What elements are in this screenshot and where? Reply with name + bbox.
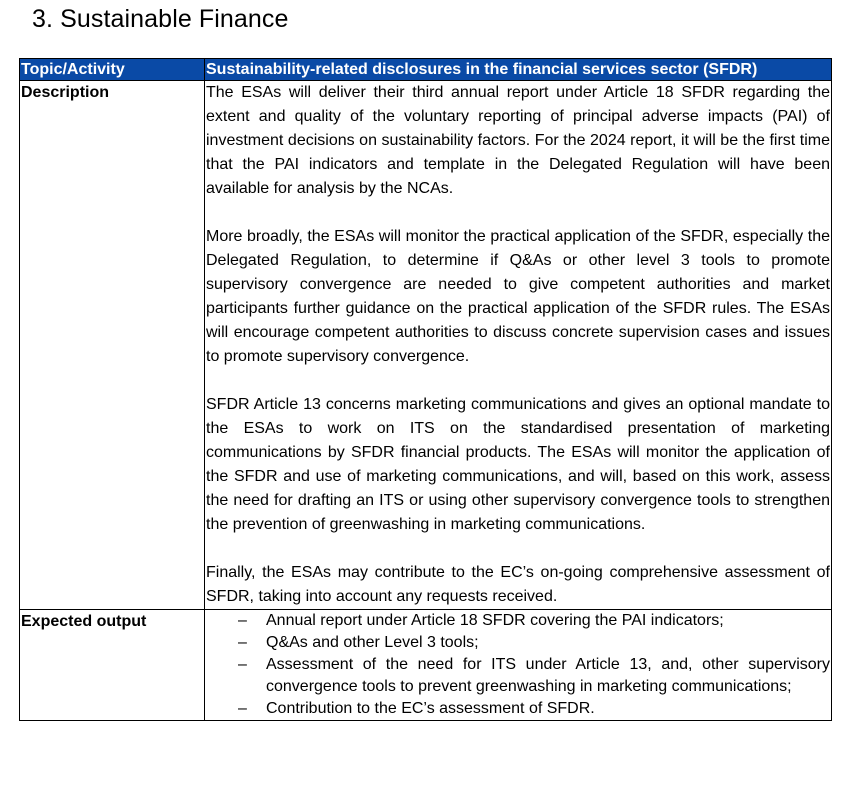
description-paragraph-assessment: Finally, the ESAs may contribute to the EC’s on-going comprehensive assessment of SFDR, taking into account any requests received. <box>206 564 830 605</box>
dash-bullet: – <box>238 700 247 717</box>
expected-output-label: Expected output <box>20 610 205 721</box>
expected-output-row <box>20 610 832 721</box>
section-heading: 3. Sustainable Finance <box>32 5 289 33</box>
expected-output-list <box>206 610 830 720</box>
list-item-text: Assessment of the need for ITS under Article 13, and, other supervisory convergence tools to prevent greenwashing in marketing communications; <box>266 656 830 695</box>
expected-output-cell <box>205 610 832 721</box>
description-paragraph-annual-report: The ESAs will deliver their third annual report under Article 18 SFDR regarding the extent and quality of the voluntary reporting of principal adverse impacts (PAI) of investment decisions on sustainability factors. For the 2024 report, it will be the first time that the PAI indicators and template in the Delegated Regulation will have been available for analysis by the NCAs. <box>206 84 830 197</box>
description-label: Description <box>20 81 205 610</box>
list-item <box>206 632 830 654</box>
description-paragraph-article-13: SFDR Article 13 concerns marketing communications and gives an optional mandate to the ESAs to work on ITS on the standardised presentation of marketing communications by SFDR financial products. The ESAs will monitor the application of the SFDR and use of marketing communications, and will, based on this work, assess the need for drafting an ITS or using other supervisory convergence tools to strengthen the prevention of greenwashing in marketing communications. <box>206 396 830 533</box>
dash-bullet: – <box>238 634 247 651</box>
header-sfdr-title: Sustainability-related disclosures in the financial services sector (SFDR) <box>205 59 832 81</box>
header-topic-activity: Topic/Activity <box>20 59 205 81</box>
table-header-row <box>20 59 832 81</box>
list-item <box>206 654 830 698</box>
list-item-text: Q&As and other Level 3 tools; <box>266 634 479 651</box>
description-cell <box>205 81 832 610</box>
dash-bullet: – <box>238 656 247 673</box>
description-paragraph-monitoring: More broadly, the ESAs will monitor the practical application of the SFDR, especially the Delegated Regulation, to determine if Q&As or other level 3 tools to promote supervisory convergence are needed to give competent authorities and market participants further guidance on the practical application of the SFDR rules. The ESAs will encourage competent authorities to discuss concrete supervision cases and issues to promote supervisory convergence. <box>206 228 830 365</box>
description-row <box>20 81 832 610</box>
dash-bullet: – <box>238 612 247 629</box>
sfdr-activity-table <box>19 58 832 721</box>
list-item <box>206 610 830 632</box>
list-item-text: Annual report under Article 18 SFDR covering the PAI indicators; <box>266 612 724 629</box>
list-item <box>206 698 830 720</box>
list-item-text: Contribution to the EC’s assessment of SFDR. <box>266 700 595 717</box>
